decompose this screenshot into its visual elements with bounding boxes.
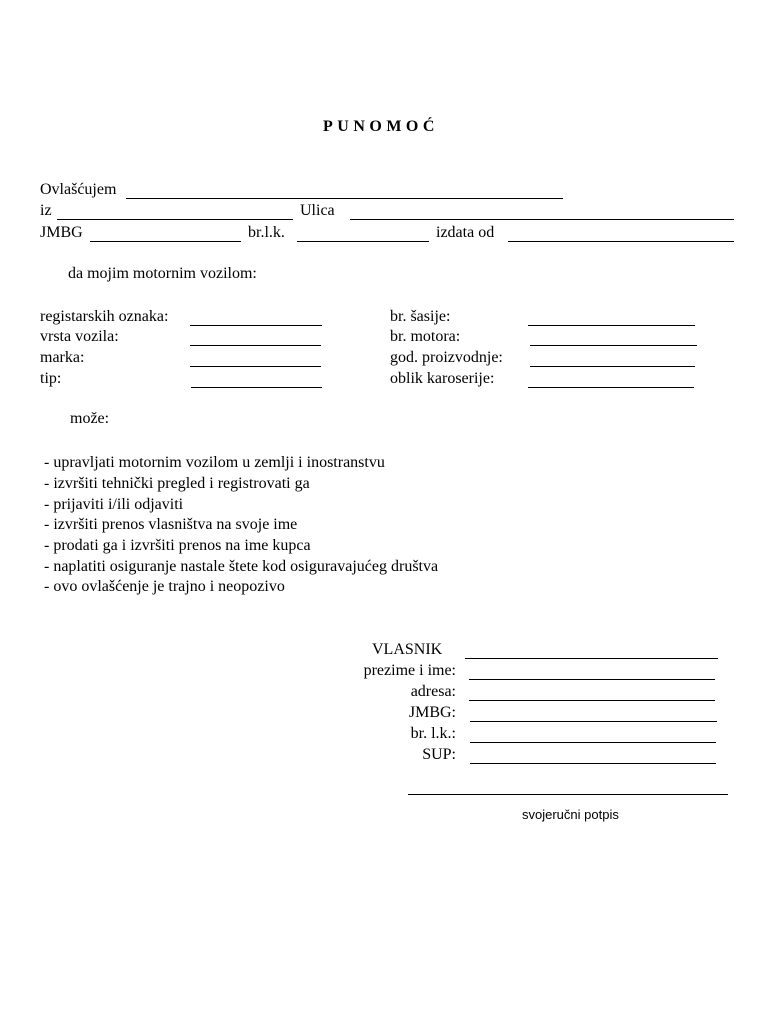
moze-label: može: (70, 410, 110, 427)
vehicle-field-label: god. proizvodnje: (390, 349, 503, 366)
registarske-oznake-field[interactable] (190, 325, 322, 326)
ovlascujem-field[interactable] (126, 198, 563, 199)
iz-field[interactable] (57, 219, 293, 220)
vehicle-field-label: br. šasije: (390, 308, 451, 325)
document-title: PUNOMOĆ (323, 118, 439, 135)
ovlascujem-label: Ovlašćujem (40, 181, 117, 198)
vlasnik-label: VLASNIK (372, 641, 443, 658)
owner-field-label: br. l.k.: (410, 725, 456, 742)
prezime-ime-field[interactable] (469, 679, 715, 680)
owner-field-label: adresa: (410, 683, 456, 700)
tip-field[interactable] (191, 387, 322, 388)
owner-field-label: prezime i ime: (363, 662, 456, 679)
list-item: - izvršiti prenos vlasništva na svoje ime (44, 516, 298, 533)
owner-brlk-field[interactable] (470, 742, 716, 743)
marka-field[interactable] (190, 366, 321, 367)
izdata-od-label: izdata od (436, 224, 495, 241)
signature-line[interactable] (408, 794, 728, 795)
owner-field-label: JMBG: (408, 704, 456, 721)
adresa-field[interactable] (469, 700, 715, 701)
vrsta-vozila-field[interactable] (190, 345, 321, 346)
vehicle-field-label: oblik karoserije: (390, 370, 495, 387)
owner-field-label: SUP: (422, 746, 456, 763)
list-item: - upravljati motornim vozilom u zemlji i inostranstvu (44, 454, 385, 471)
list-item: - izvršiti tehnički pregled i registrovati ga (44, 475, 310, 492)
brlk-field[interactable] (297, 241, 429, 242)
list-item: - ovo ovlašćenje je trajno i neopozivo (44, 578, 285, 595)
list-item: - naplatiti osiguranje nastale štete kod osiguravajućeg društva (44, 558, 439, 575)
br-sasije-field[interactable] (528, 325, 695, 326)
list-item: - prodati ga i izvršiti prenos na ime kupca (44, 537, 311, 554)
vehicle-field-label: registarskih oznaka: (40, 308, 169, 325)
jmbg-label: JMBG (40, 224, 83, 241)
vehicle-field-label: marka: (40, 349, 85, 366)
vehicle-intro: da mojim motornim vozilom: (68, 265, 257, 282)
sup-field[interactable] (470, 763, 716, 764)
br-motora-field[interactable] (530, 345, 697, 346)
ulica-label: Ulica (300, 202, 335, 219)
vehicle-field-label: br. motora: (390, 328, 461, 345)
ulica-field[interactable] (350, 219, 734, 220)
list-item: - prijaviti i/ili odjaviti (44, 496, 184, 513)
brlk-label: br.l.k. (248, 224, 285, 241)
jmbg-field[interactable] (90, 241, 241, 242)
iz-label: iz (40, 202, 52, 219)
owner-jmbg-field[interactable] (470, 721, 717, 722)
oblik-karoserije-field[interactable] (528, 387, 694, 388)
signature-caption: svojeručni potpis (522, 807, 619, 822)
vehicle-field-label: tip: (40, 370, 62, 387)
izdata-od-field[interactable] (508, 241, 734, 242)
vlasnik-field[interactable] (465, 658, 718, 659)
god-proizvodnje-field[interactable] (530, 366, 695, 367)
vehicle-field-label: vrsta vozila: (40, 328, 119, 345)
